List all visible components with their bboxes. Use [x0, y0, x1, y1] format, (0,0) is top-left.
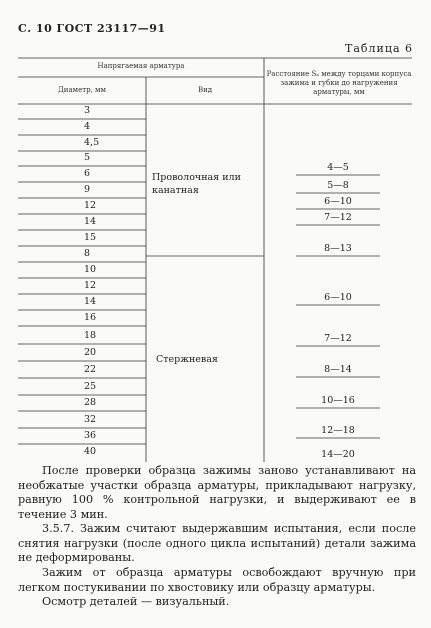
diameter-cell: 14	[84, 216, 97, 227]
diameter-cell: 20	[84, 347, 97, 358]
distance-cell: 5—8	[327, 180, 349, 191]
type-wire: Проволочная или канатная	[152, 172, 241, 196]
diameter-cell: 18	[84, 330, 97, 341]
diameter-cell: 32	[84, 414, 97, 425]
diameter-cell: 28	[84, 397, 97, 408]
type-rod: Стержневая	[156, 354, 218, 365]
distance-cell: 7—12	[324, 333, 352, 344]
col-distance-header: Расстояние Sₐ между торцами корпуса зажима и губки до нагружения арматуры, мм	[266, 70, 412, 96]
diameter-cell: 14	[84, 296, 97, 307]
diameter-cell: 12	[84, 280, 97, 291]
col-type-header: Вид	[197, 86, 213, 94]
diameter-cell: 5	[84, 152, 91, 163]
diameter-cell: 15	[84, 232, 97, 243]
diameter-cell: 25	[84, 381, 97, 392]
distance-cell: 4—5	[327, 162, 349, 173]
distance-cell: 6—10	[324, 292, 352, 303]
distance-cell: 12—18	[321, 425, 355, 436]
distance-cell: 14—20	[321, 449, 355, 460]
diameter-cell: 3	[84, 105, 91, 116]
diameter-cell: 40	[84, 446, 97, 457]
paragraph-2: 3.5.7. Зажим считают выдержавшим испытания, если после снятия нагрузки (после одного цикла испытаний) детали зажима не деформированы.	[18, 522, 416, 565]
paragraph-4: Осмотр деталей — визуальный.	[42, 595, 230, 608]
diameter-cell: 10	[84, 264, 97, 275]
diameter-cell: 36	[84, 430, 97, 441]
diameter-cell: 8	[84, 248, 91, 259]
diameter-cell: 22	[84, 364, 97, 375]
paragraph-3: Зажим от образца арматуры освобождают вручную при легком постукивании по хвостовику или образцу арматуры.	[18, 566, 416, 594]
distance-cell: 8—14	[324, 364, 352, 375]
col-diameter-header: Диаметр, мм	[58, 86, 106, 94]
diameter-cell: 6	[84, 168, 91, 179]
diameter-cell: 4	[84, 121, 91, 132]
distance-cell: 8—13	[324, 243, 352, 254]
diameter-cell: 12	[84, 200, 97, 211]
page-header: С. 10 ГОСТ 23117—91	[18, 22, 166, 35]
distance-cell: 10—16	[321, 395, 355, 406]
distance-cell: 6—10	[324, 196, 352, 207]
diameter-cell: 16	[84, 312, 97, 323]
diameter-cell: 4,5	[84, 137, 100, 148]
distance-cell: 7—12	[324, 212, 352, 223]
table-label: Таблица 6	[345, 42, 413, 55]
group-header: Напрягаемая арматура	[97, 62, 185, 70]
diameter-cell: 9	[84, 184, 91, 195]
paragraph-1: После проверки образца зажимы заново устанавливают на необжатые участки образца арматуры, прикладывают нагрузку, равную 100 % контрольной нагрузки, и выдерживают ее в течение 3 мин.	[18, 464, 416, 521]
